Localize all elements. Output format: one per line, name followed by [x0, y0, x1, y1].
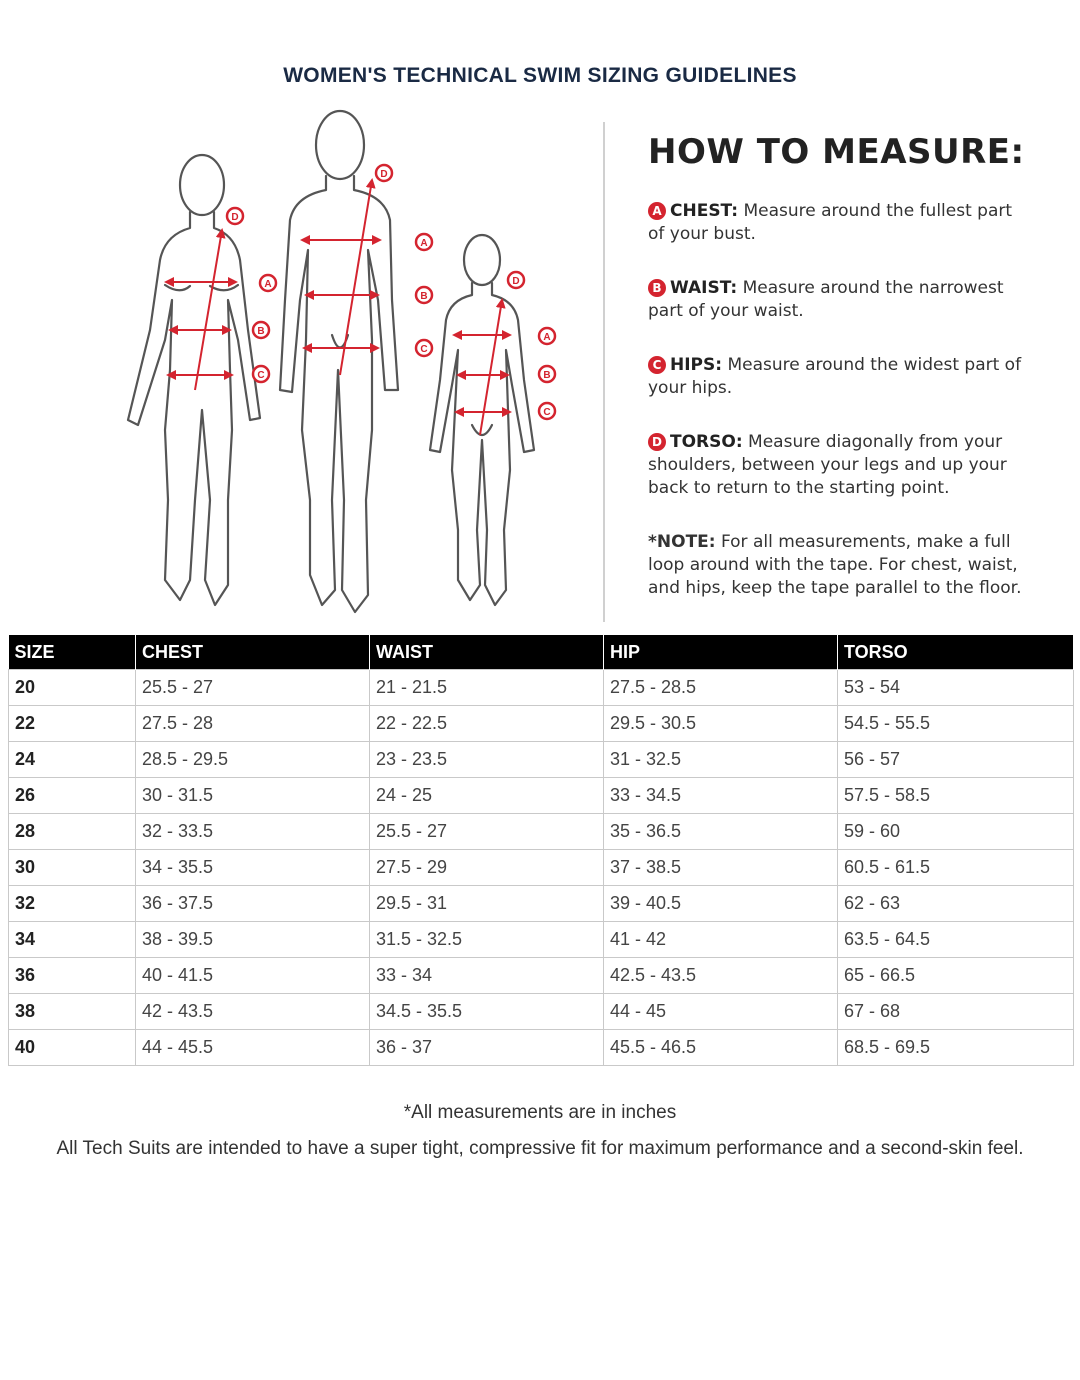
measure-item-torso	[648, 431, 1028, 500]
measure-term: CHEST:	[670, 201, 739, 221]
measure-text: Measure around the fullest part of your bust.	[648, 201, 1013, 244]
measure-text: Measure around the widest part of your hips.	[648, 355, 1022, 398]
table-cell: 24 - 25	[370, 778, 604, 814]
marker-d: D	[512, 276, 520, 287]
marker-a: A	[420, 238, 428, 249]
table-cell: 31 - 32.5	[604, 742, 838, 778]
size-chart-table	[8, 635, 1074, 1066]
table-cell: 42.5 - 43.5	[604, 958, 838, 994]
table-row	[9, 994, 1074, 1030]
table-cell: 23 - 23.5	[370, 742, 604, 778]
size-cell: 38	[9, 994, 136, 1030]
note-text: For all measurements, make a full loop around with the tape. For chest, waist, and hips, keep the tape parallel to the floor.	[648, 532, 1022, 598]
table-cell: 30 - 31.5	[136, 778, 370, 814]
size-cell: 20	[9, 670, 136, 706]
badge-d-icon: D	[648, 433, 666, 451]
table-cell: 29.5 - 30.5	[604, 706, 838, 742]
size-cell: 36	[9, 958, 136, 994]
header-hip: HIP	[604, 635, 838, 670]
measure-term: HIPS:	[670, 355, 723, 375]
header-size: SIZE	[9, 635, 136, 670]
measure-item-chest	[648, 200, 1028, 246]
marker-a: A	[264, 279, 272, 290]
table-row	[9, 670, 1074, 706]
table-cell: 40 - 41.5	[136, 958, 370, 994]
size-cell: 34	[9, 922, 136, 958]
size-cell: 24	[9, 742, 136, 778]
table-cell: 31.5 - 32.5	[370, 922, 604, 958]
how-to-measure-panel	[648, 132, 1028, 600]
table-cell: 44 - 45.5	[136, 1030, 370, 1066]
table-cell: 35 - 36.5	[604, 814, 838, 850]
note-term: *NOTE:	[648, 532, 716, 552]
marker-c: C	[420, 344, 428, 355]
table-cell: 59 - 60	[838, 814, 1074, 850]
size-cell: 30	[9, 850, 136, 886]
table-row	[9, 1030, 1074, 1066]
table-cell: 68.5 - 69.5	[838, 1030, 1074, 1066]
table-row	[9, 886, 1074, 922]
table-cell: 39 - 40.5	[604, 886, 838, 922]
marker-a: A	[543, 332, 551, 343]
table-cell: 21 - 21.5	[370, 670, 604, 706]
badge-c-icon: C	[648, 356, 666, 374]
page-title: WOMEN'S TECHNICAL SWIM SIZING GUIDELINES	[283, 64, 797, 87]
marker-c: C	[543, 407, 551, 418]
table-row	[9, 814, 1074, 850]
size-cell: 28	[9, 814, 136, 850]
table-row	[9, 778, 1074, 814]
table-header-row	[9, 635, 1074, 670]
measure-text: Measure around the narrowest part of your waist.	[648, 278, 1004, 321]
table-cell: 42 - 43.5	[136, 994, 370, 1030]
marker-c: C	[257, 370, 265, 381]
table-cell: 63.5 - 64.5	[838, 922, 1074, 958]
table-cell: 65 - 66.5	[838, 958, 1074, 994]
marker-b: B	[543, 370, 551, 381]
marker-d: D	[231, 212, 239, 223]
table-cell: 36 - 37.5	[136, 886, 370, 922]
table-cell: 44 - 45	[604, 994, 838, 1030]
measure-term: WAIST:	[670, 278, 738, 298]
body-figures-illustration	[110, 100, 580, 625]
measure-item-waist	[648, 277, 1028, 323]
table-cell: 45.5 - 46.5	[604, 1030, 838, 1066]
badge-b-icon: B	[648, 279, 666, 297]
table-cell: 27.5 - 28.5	[604, 670, 838, 706]
table-cell: 60.5 - 61.5	[838, 850, 1074, 886]
fit-footnote: All Tech Suits are intended to have a super tight, compressive fit for maximum performance and a second-skin feel.	[56, 1138, 1024, 1159]
table-row	[9, 958, 1074, 994]
measure-text: Measure diagonally from your shoulders, between your legs and up your back to return to the starting point.	[648, 432, 1007, 498]
marker-b: B	[420, 291, 428, 302]
table-row	[9, 706, 1074, 742]
table-cell: 34.5 - 35.5	[370, 994, 604, 1030]
size-cell: 32	[9, 886, 136, 922]
table-row	[9, 850, 1074, 886]
table-cell: 37 - 38.5	[604, 850, 838, 886]
size-cell: 26	[9, 778, 136, 814]
table-cell: 28.5 - 29.5	[136, 742, 370, 778]
table-row	[9, 742, 1074, 778]
table-cell: 53 - 54	[838, 670, 1074, 706]
table-cell: 25.5 - 27	[370, 814, 604, 850]
table-cell: 33 - 34	[370, 958, 604, 994]
table-cell: 57.5 - 58.5	[838, 778, 1074, 814]
header-torso: TORSO	[838, 635, 1074, 670]
figure-middle	[280, 111, 398, 612]
header-chest: CHEST	[136, 635, 370, 670]
table-cell: 67 - 68	[838, 994, 1074, 1030]
table-cell: 22 - 22.5	[370, 706, 604, 742]
measure-term: TORSO:	[670, 432, 743, 452]
table-row	[9, 922, 1074, 958]
table-cell: 56 - 57	[838, 742, 1074, 778]
table-cell: 29.5 - 31	[370, 886, 604, 922]
measure-item-hips	[648, 354, 1028, 400]
table-cell: 36 - 37	[370, 1030, 604, 1066]
table-cell: 41 - 42	[604, 922, 838, 958]
measurement-note	[648, 531, 1028, 600]
section-divider	[603, 122, 605, 622]
table-cell: 62 - 63	[838, 886, 1074, 922]
table-cell: 25.5 - 27	[136, 670, 370, 706]
marker-d: D	[380, 169, 388, 180]
header-waist: WAIST	[370, 635, 604, 670]
how-to-measure-heading: HOW TO MEASURE:	[648, 132, 1025, 172]
table-cell: 38 - 39.5	[136, 922, 370, 958]
table-cell: 27.5 - 29	[370, 850, 604, 886]
marker-b: B	[257, 326, 265, 337]
table-cell: 32 - 33.5	[136, 814, 370, 850]
table-cell: 34 - 35.5	[136, 850, 370, 886]
table-cell: 33 - 34.5	[604, 778, 838, 814]
size-cell: 40	[9, 1030, 136, 1066]
table-cell: 54.5 - 55.5	[838, 706, 1074, 742]
size-cell: 22	[9, 706, 136, 742]
table-cell: 27.5 - 28	[136, 706, 370, 742]
badge-a-icon: A	[648, 202, 666, 220]
units-footnote: *All measurements are in inches	[403, 1102, 677, 1123]
